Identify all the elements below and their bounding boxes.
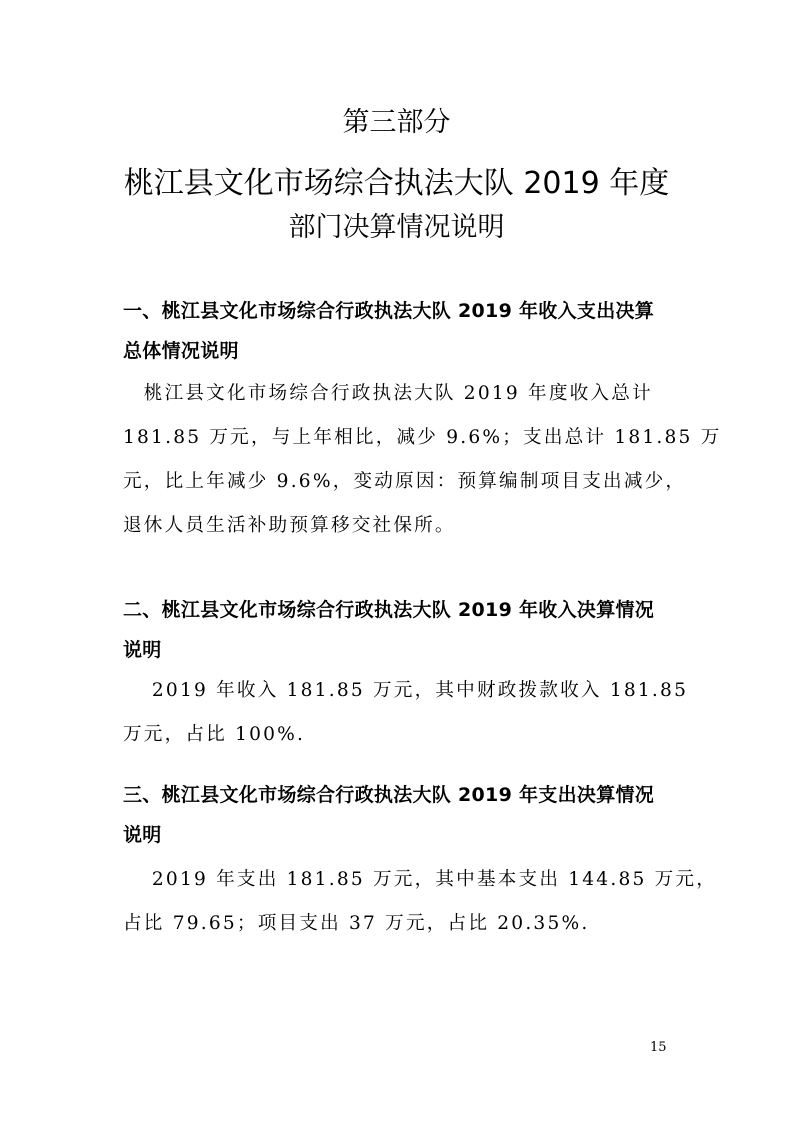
section-1-body: [123, 372, 722, 548]
section-2-heading-line: 说明: [123, 639, 162, 661]
section-3-body-line: 占比 79.65；项目支出 37 万元，占比 20.35%.: [123, 913, 590, 934]
section-3-heading-line: 三、桃江县文化市场综合行政执法大队 2019 年支出决算情况: [123, 784, 655, 806]
section-2-body: [123, 669, 689, 757]
part-title: 第三部分: [342, 107, 451, 138]
section-1-body-line: 181.85 万元，与上年相比，减少 9.6%；支出总计 181.85 万: [123, 427, 722, 448]
section-3-heading-line: 说明: [123, 824, 162, 846]
section-1-heading-line: 总体情况说明: [123, 340, 239, 362]
document-subtitle: 部门决算情况说明: [288, 212, 505, 243]
page-number: 15: [650, 1040, 667, 1055]
section-3-heading: [123, 775, 683, 855]
section-3-body: [123, 858, 718, 946]
section-3-body-line: 2019 年支出 181.85 万元，其中基本支出 144.85 万元，: [123, 869, 718, 890]
section-2-body-line: 2019 年收入 181.85 万元，其中财政拨款收入 181.85: [123, 680, 689, 701]
section-2-heading: [123, 590, 683, 670]
section-1-body-line: 元，比上年减少 9.6%，变动原因：预算编制项目支出减少，: [123, 471, 687, 492]
section-1-heading: [123, 291, 683, 371]
document-title: 桃江县文化市场综合执法大队 2019 年度: [123, 166, 670, 201]
section-2-heading-line: 二、桃江县文化市场综合行政执法大队 2019 年收入决算情况: [123, 599, 655, 621]
section-2-body-line: 万元，占比 100%.: [123, 724, 306, 745]
section-1-heading-line: 一、桃江县文化市场综合行政执法大队 2019 年收入支出决算: [123, 300, 655, 322]
section-1-body-line: 退休人员生活补助预算移交社保所。: [123, 515, 456, 536]
section-1-body-line: 桃江县文化市场综合行政执法大队 2019 年度收入总计: [123, 383, 653, 404]
